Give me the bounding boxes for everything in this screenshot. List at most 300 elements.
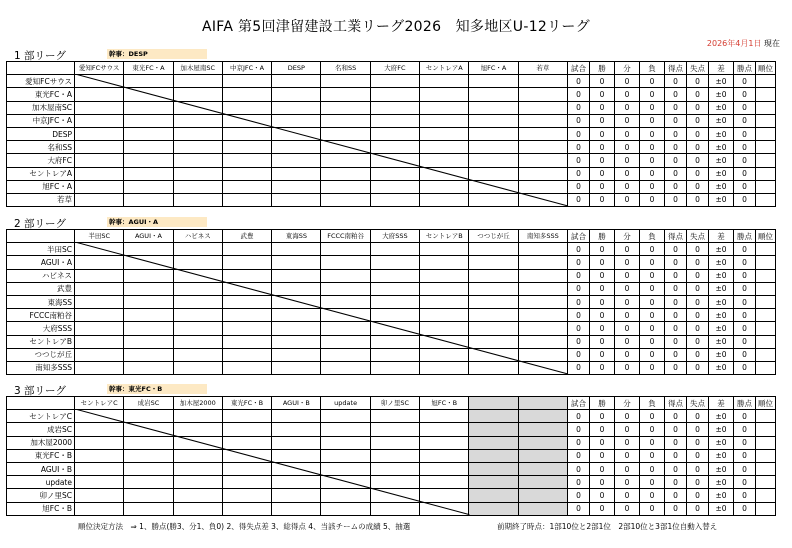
match-result-cell	[272, 423, 321, 436]
match-result-cell	[420, 322, 469, 335]
stat-gf: 0	[664, 348, 686, 361]
match-result-cell	[173, 282, 222, 295]
match-result-cell	[75, 127, 124, 140]
match-result-cell	[222, 410, 271, 423]
stat-diff: ±0	[708, 243, 733, 256]
match-result-cell	[321, 127, 370, 140]
table-row	[7, 127, 776, 140]
match-result-cell	[222, 114, 271, 127]
stat-games: 0	[567, 502, 589, 515]
stat-gf: 0	[664, 410, 686, 423]
table-row	[7, 295, 776, 308]
stat-losses: 0	[639, 309, 664, 322]
match-result-cell	[272, 282, 321, 295]
match-result-cell	[75, 476, 124, 489]
match-result-cell	[173, 322, 222, 335]
stat-diff: ±0	[708, 282, 733, 295]
match-result-cell	[420, 462, 469, 475]
team-name: 名和SS	[7, 141, 75, 154]
opponent-header: 中京JFC・A	[222, 62, 271, 75]
match-result-cell	[124, 101, 173, 114]
stat-header: 試合	[567, 230, 589, 243]
match-result-cell	[518, 256, 567, 269]
team-name: 成岩SC	[7, 423, 75, 436]
match-result-cell	[124, 114, 173, 127]
match-result-cell	[75, 269, 124, 282]
stat-draws: 0	[614, 449, 639, 462]
table-header-row	[7, 397, 776, 410]
match-result-cell	[222, 436, 271, 449]
match-result-cell	[124, 256, 173, 269]
match-result-cell	[222, 256, 271, 269]
match-result-cell	[173, 476, 222, 489]
match-result-cell	[124, 127, 173, 140]
match-result-cell	[272, 101, 321, 114]
stat-draws: 0	[614, 243, 639, 256]
match-result-cell	[469, 489, 518, 502]
stat-wins: 0	[589, 127, 614, 140]
match-result-cell	[272, 88, 321, 101]
stat-header: 失点	[686, 397, 708, 410]
stat-rank	[755, 449, 775, 462]
match-result-cell	[321, 489, 370, 502]
stat-losses: 0	[639, 88, 664, 101]
table-row	[7, 75, 776, 88]
match-result-cell	[75, 462, 124, 475]
stat-losses: 0	[639, 423, 664, 436]
stat-draws: 0	[614, 269, 639, 282]
match-result-cell	[321, 75, 370, 88]
stat-rank	[755, 269, 775, 282]
division-label: 3 部リーグ	[14, 385, 67, 397]
match-result-cell	[222, 476, 271, 489]
match-result-cell	[75, 502, 124, 515]
match-result-cell	[124, 335, 173, 348]
stat-gf: 0	[664, 436, 686, 449]
stat-pts: 0	[733, 88, 755, 101]
match-result-cell	[370, 269, 419, 282]
match-result-cell	[124, 489, 173, 502]
stat-header: 順位	[755, 62, 775, 75]
stat-losses: 0	[639, 476, 664, 489]
stat-header: 差	[708, 230, 733, 243]
stat-losses: 0	[639, 127, 664, 140]
match-result-cell	[370, 335, 419, 348]
stat-draws: 0	[614, 436, 639, 449]
opponent-header: つつじが丘	[469, 230, 518, 243]
stat-wins: 0	[589, 436, 614, 449]
match-result-cell	[321, 180, 370, 193]
match-result-cell	[469, 193, 518, 206]
table-row	[7, 476, 776, 489]
stat-ga: 0	[686, 114, 708, 127]
standings-table	[6, 229, 776, 375]
team-name: 大府FC	[7, 154, 75, 167]
match-result-cell	[370, 410, 419, 423]
match-result-cell	[124, 309, 173, 322]
stat-pts: 0	[733, 114, 755, 127]
table-row	[7, 282, 776, 295]
match-result-cell	[370, 322, 419, 335]
stat-rank	[755, 101, 775, 114]
stat-gf: 0	[664, 75, 686, 88]
match-result-cell	[518, 193, 567, 206]
stat-diff: ±0	[708, 423, 733, 436]
match-result-cell	[469, 423, 518, 436]
stat-losses: 0	[639, 141, 664, 154]
match-result-cell	[321, 335, 370, 348]
stat-gf: 0	[664, 256, 686, 269]
match-result-cell	[173, 167, 222, 180]
match-result-cell	[272, 154, 321, 167]
stat-losses: 0	[639, 361, 664, 374]
match-result-cell	[222, 322, 271, 335]
match-result-cell	[469, 410, 518, 423]
team-name: 南知多SSS	[7, 361, 75, 374]
stat-diff: ±0	[708, 335, 733, 348]
match-result-cell	[518, 423, 567, 436]
match-result-cell	[518, 295, 567, 308]
stat-diff: ±0	[708, 476, 733, 489]
match-result-cell	[518, 269, 567, 282]
stat-diff: ±0	[708, 309, 733, 322]
match-result-cell	[124, 141, 173, 154]
stat-gf: 0	[664, 154, 686, 167]
match-result-cell	[272, 335, 321, 348]
team-name: 旭FC・B	[7, 502, 75, 515]
match-result-cell	[469, 335, 518, 348]
match-result-cell	[469, 114, 518, 127]
stat-gf: 0	[664, 295, 686, 308]
match-result-cell	[321, 269, 370, 282]
opponent-header: セントレアA	[420, 62, 469, 75]
match-result-cell	[173, 502, 222, 515]
stat-header: 順位	[755, 230, 775, 243]
match-result-cell	[75, 180, 124, 193]
match-result-cell	[75, 322, 124, 335]
match-result-cell	[518, 489, 567, 502]
table-row	[7, 101, 776, 114]
stat-header: 負	[639, 62, 664, 75]
match-result-cell	[124, 88, 173, 101]
stat-header: 勝点	[733, 397, 755, 410]
team-name: セントレアC	[7, 410, 75, 423]
match-result-cell	[370, 180, 419, 193]
stat-ga: 0	[686, 295, 708, 308]
stat-ga: 0	[686, 88, 708, 101]
match-result-cell	[370, 295, 419, 308]
match-result-cell	[173, 489, 222, 502]
corner-cell	[7, 230, 75, 243]
stat-header: 試合	[567, 62, 589, 75]
match-result-cell	[469, 348, 518, 361]
stat-header: 勝点	[733, 230, 755, 243]
stat-losses: 0	[639, 167, 664, 180]
stat-games: 0	[567, 154, 589, 167]
match-result-cell	[370, 361, 419, 374]
stat-diff: ±0	[708, 114, 733, 127]
stat-gf: 0	[664, 88, 686, 101]
stat-rank	[755, 348, 775, 361]
match-result-cell	[420, 256, 469, 269]
match-result-cell	[124, 295, 173, 308]
match-result-cell	[321, 88, 370, 101]
match-result-cell	[370, 462, 419, 475]
stat-draws: 0	[614, 423, 639, 436]
match-result-cell	[469, 269, 518, 282]
stat-pts: 0	[733, 141, 755, 154]
stat-losses: 0	[639, 295, 664, 308]
stat-draws: 0	[614, 361, 639, 374]
match-result-cell	[173, 436, 222, 449]
stat-games: 0	[567, 282, 589, 295]
stat-games: 0	[567, 462, 589, 475]
stat-wins: 0	[589, 502, 614, 515]
stat-losses: 0	[639, 256, 664, 269]
match-result-cell	[173, 193, 222, 206]
match-result-cell	[272, 295, 321, 308]
stat-rank	[755, 154, 775, 167]
match-result-cell	[75, 361, 124, 374]
match-result-cell	[75, 256, 124, 269]
team-name: DESP	[7, 127, 75, 140]
team-name: 中京JFC・A	[7, 114, 75, 127]
stat-header: 失点	[686, 62, 708, 75]
match-result-cell	[272, 476, 321, 489]
match-result-cell	[272, 193, 321, 206]
stat-header: 失点	[686, 230, 708, 243]
stat-gf: 0	[664, 476, 686, 489]
team-name: 卯ノ里SC	[7, 489, 75, 502]
corner-cell	[7, 62, 75, 75]
opponent-header: 若草	[518, 62, 567, 75]
stat-games: 0	[567, 423, 589, 436]
stat-losses: 0	[639, 462, 664, 475]
stat-header: 分	[614, 230, 639, 243]
opponent-header: 東海SS	[272, 230, 321, 243]
stat-losses: 0	[639, 322, 664, 335]
stat-games: 0	[567, 180, 589, 193]
opponent-header: DESP	[272, 62, 321, 75]
opponent-header: 加木屋南SC	[173, 62, 222, 75]
stat-diff: ±0	[708, 269, 733, 282]
stat-wins: 0	[589, 295, 614, 308]
table-row	[7, 462, 776, 475]
stat-ga: 0	[686, 449, 708, 462]
match-result-cell	[469, 322, 518, 335]
stat-pts: 0	[733, 348, 755, 361]
opponent-header: 大府FC	[370, 62, 419, 75]
stat-pts: 0	[733, 361, 755, 374]
stat-ga: 0	[686, 101, 708, 114]
stat-games: 0	[567, 256, 589, 269]
page-title: AIFA 第5回津留建設工業リーグ2026 知多地区U-12リーグ	[201, 19, 591, 35]
stat-wins: 0	[589, 88, 614, 101]
opponent-header: AGUI・B	[272, 397, 321, 410]
stat-header: 勝点	[733, 62, 755, 75]
opponent-header: セントレアB	[420, 230, 469, 243]
opponent-header: 卯ノ里SC	[370, 397, 419, 410]
team-name: 東光FC・A	[7, 88, 75, 101]
match-result-cell	[420, 101, 469, 114]
match-result-cell	[469, 295, 518, 308]
match-result-cell	[518, 410, 567, 423]
match-result-cell	[272, 167, 321, 180]
stat-wins: 0	[589, 410, 614, 423]
stat-pts: 0	[733, 335, 755, 348]
table-row	[7, 502, 776, 515]
match-result-cell	[124, 361, 173, 374]
team-name: ハビネス	[7, 269, 75, 282]
stat-draws: 0	[614, 75, 639, 88]
stat-wins: 0	[589, 154, 614, 167]
stat-games: 0	[567, 127, 589, 140]
stat-wins: 0	[589, 335, 614, 348]
match-result-cell	[272, 256, 321, 269]
stat-pts: 0	[733, 75, 755, 88]
stat-pts: 0	[733, 256, 755, 269]
match-result-cell	[518, 114, 567, 127]
stat-draws: 0	[614, 167, 639, 180]
match-result-cell	[420, 436, 469, 449]
match-result-cell	[321, 361, 370, 374]
opponent-header: 武豊	[222, 230, 271, 243]
stat-gf: 0	[664, 462, 686, 475]
stat-losses: 0	[639, 348, 664, 361]
stat-rank	[755, 423, 775, 436]
stat-rank	[755, 127, 775, 140]
match-result-cell	[272, 243, 321, 256]
stat-rank	[755, 436, 775, 449]
match-result-cell	[518, 449, 567, 462]
match-result-cell	[518, 243, 567, 256]
stat-pts: 0	[733, 410, 755, 423]
match-result-cell	[75, 309, 124, 322]
match-result-cell	[321, 256, 370, 269]
stat-diff: ±0	[708, 462, 733, 475]
match-result-cell	[420, 114, 469, 127]
match-result-cell	[124, 243, 173, 256]
match-result-cell	[518, 167, 567, 180]
stat-draws: 0	[614, 256, 639, 269]
match-result-cell	[75, 114, 124, 127]
match-result-cell	[321, 282, 370, 295]
match-result-cell	[222, 348, 271, 361]
match-result-cell	[272, 502, 321, 515]
match-result-cell	[75, 423, 124, 436]
match-result-cell	[321, 295, 370, 308]
stat-ga: 0	[686, 154, 708, 167]
match-result-cell	[75, 101, 124, 114]
team-name: AGUI・A	[7, 256, 75, 269]
match-result-cell	[420, 243, 469, 256]
stat-header: 得点	[664, 397, 686, 410]
stat-header: 勝	[589, 62, 614, 75]
match-result-cell	[321, 322, 370, 335]
stat-ga: 0	[686, 436, 708, 449]
match-result-cell	[420, 282, 469, 295]
match-result-cell	[420, 295, 469, 308]
table-row	[7, 180, 776, 193]
stat-losses: 0	[639, 489, 664, 502]
table-row	[7, 256, 776, 269]
stat-games: 0	[567, 489, 589, 502]
table-header-row	[7, 62, 776, 75]
match-result-cell	[272, 410, 321, 423]
stat-header: 差	[708, 397, 733, 410]
match-result-cell	[321, 243, 370, 256]
opponent-header: FCCC南粕谷	[321, 230, 370, 243]
opponent-header: 南知多SSS	[518, 230, 567, 243]
team-name: つつじが丘	[7, 348, 75, 361]
match-result-cell	[518, 436, 567, 449]
stat-draws: 0	[614, 295, 639, 308]
stat-games: 0	[567, 114, 589, 127]
match-result-cell	[518, 348, 567, 361]
match-result-cell	[222, 167, 271, 180]
match-result-cell	[124, 269, 173, 282]
match-result-cell	[222, 449, 271, 462]
match-result-cell	[370, 423, 419, 436]
stat-gf: 0	[664, 243, 686, 256]
stat-rank	[755, 309, 775, 322]
stat-header: 負	[639, 397, 664, 410]
stat-games: 0	[567, 335, 589, 348]
opponent-header: 加木屋2000	[173, 397, 222, 410]
match-result-cell	[222, 88, 271, 101]
stat-wins: 0	[589, 180, 614, 193]
match-result-cell	[469, 75, 518, 88]
table-row	[7, 141, 776, 154]
stat-draws: 0	[614, 502, 639, 515]
stat-gf: 0	[664, 335, 686, 348]
stat-pts: 0	[733, 295, 755, 308]
match-result-cell	[222, 127, 271, 140]
stat-games: 0	[567, 101, 589, 114]
match-result-cell	[420, 309, 469, 322]
stat-rank	[755, 322, 775, 335]
stat-pts: 0	[733, 322, 755, 335]
match-result-cell	[75, 154, 124, 167]
team-name: セントレアB	[7, 335, 75, 348]
match-result-cell	[173, 269, 222, 282]
match-result-cell	[518, 476, 567, 489]
team-name: 愛知FCサウス	[7, 75, 75, 88]
stat-gf: 0	[664, 361, 686, 374]
match-result-cell	[272, 361, 321, 374]
match-result-cell	[272, 449, 321, 462]
match-result-cell	[469, 180, 518, 193]
match-result-cell	[173, 101, 222, 114]
team-name: 加木屋南SC	[7, 101, 75, 114]
opponent-header: update	[321, 397, 370, 410]
stat-losses: 0	[639, 335, 664, 348]
match-result-cell	[75, 489, 124, 502]
match-result-cell	[124, 476, 173, 489]
stat-draws: 0	[614, 180, 639, 193]
match-result-cell	[518, 101, 567, 114]
stat-diff: ±0	[708, 88, 733, 101]
stat-games: 0	[567, 449, 589, 462]
stat-rank	[755, 180, 775, 193]
match-result-cell	[370, 502, 419, 515]
match-result-cell	[173, 88, 222, 101]
stat-pts: 0	[733, 180, 755, 193]
table-row	[7, 423, 776, 436]
match-result-cell	[124, 423, 173, 436]
match-result-cell	[272, 489, 321, 502]
stat-rank	[755, 114, 775, 127]
